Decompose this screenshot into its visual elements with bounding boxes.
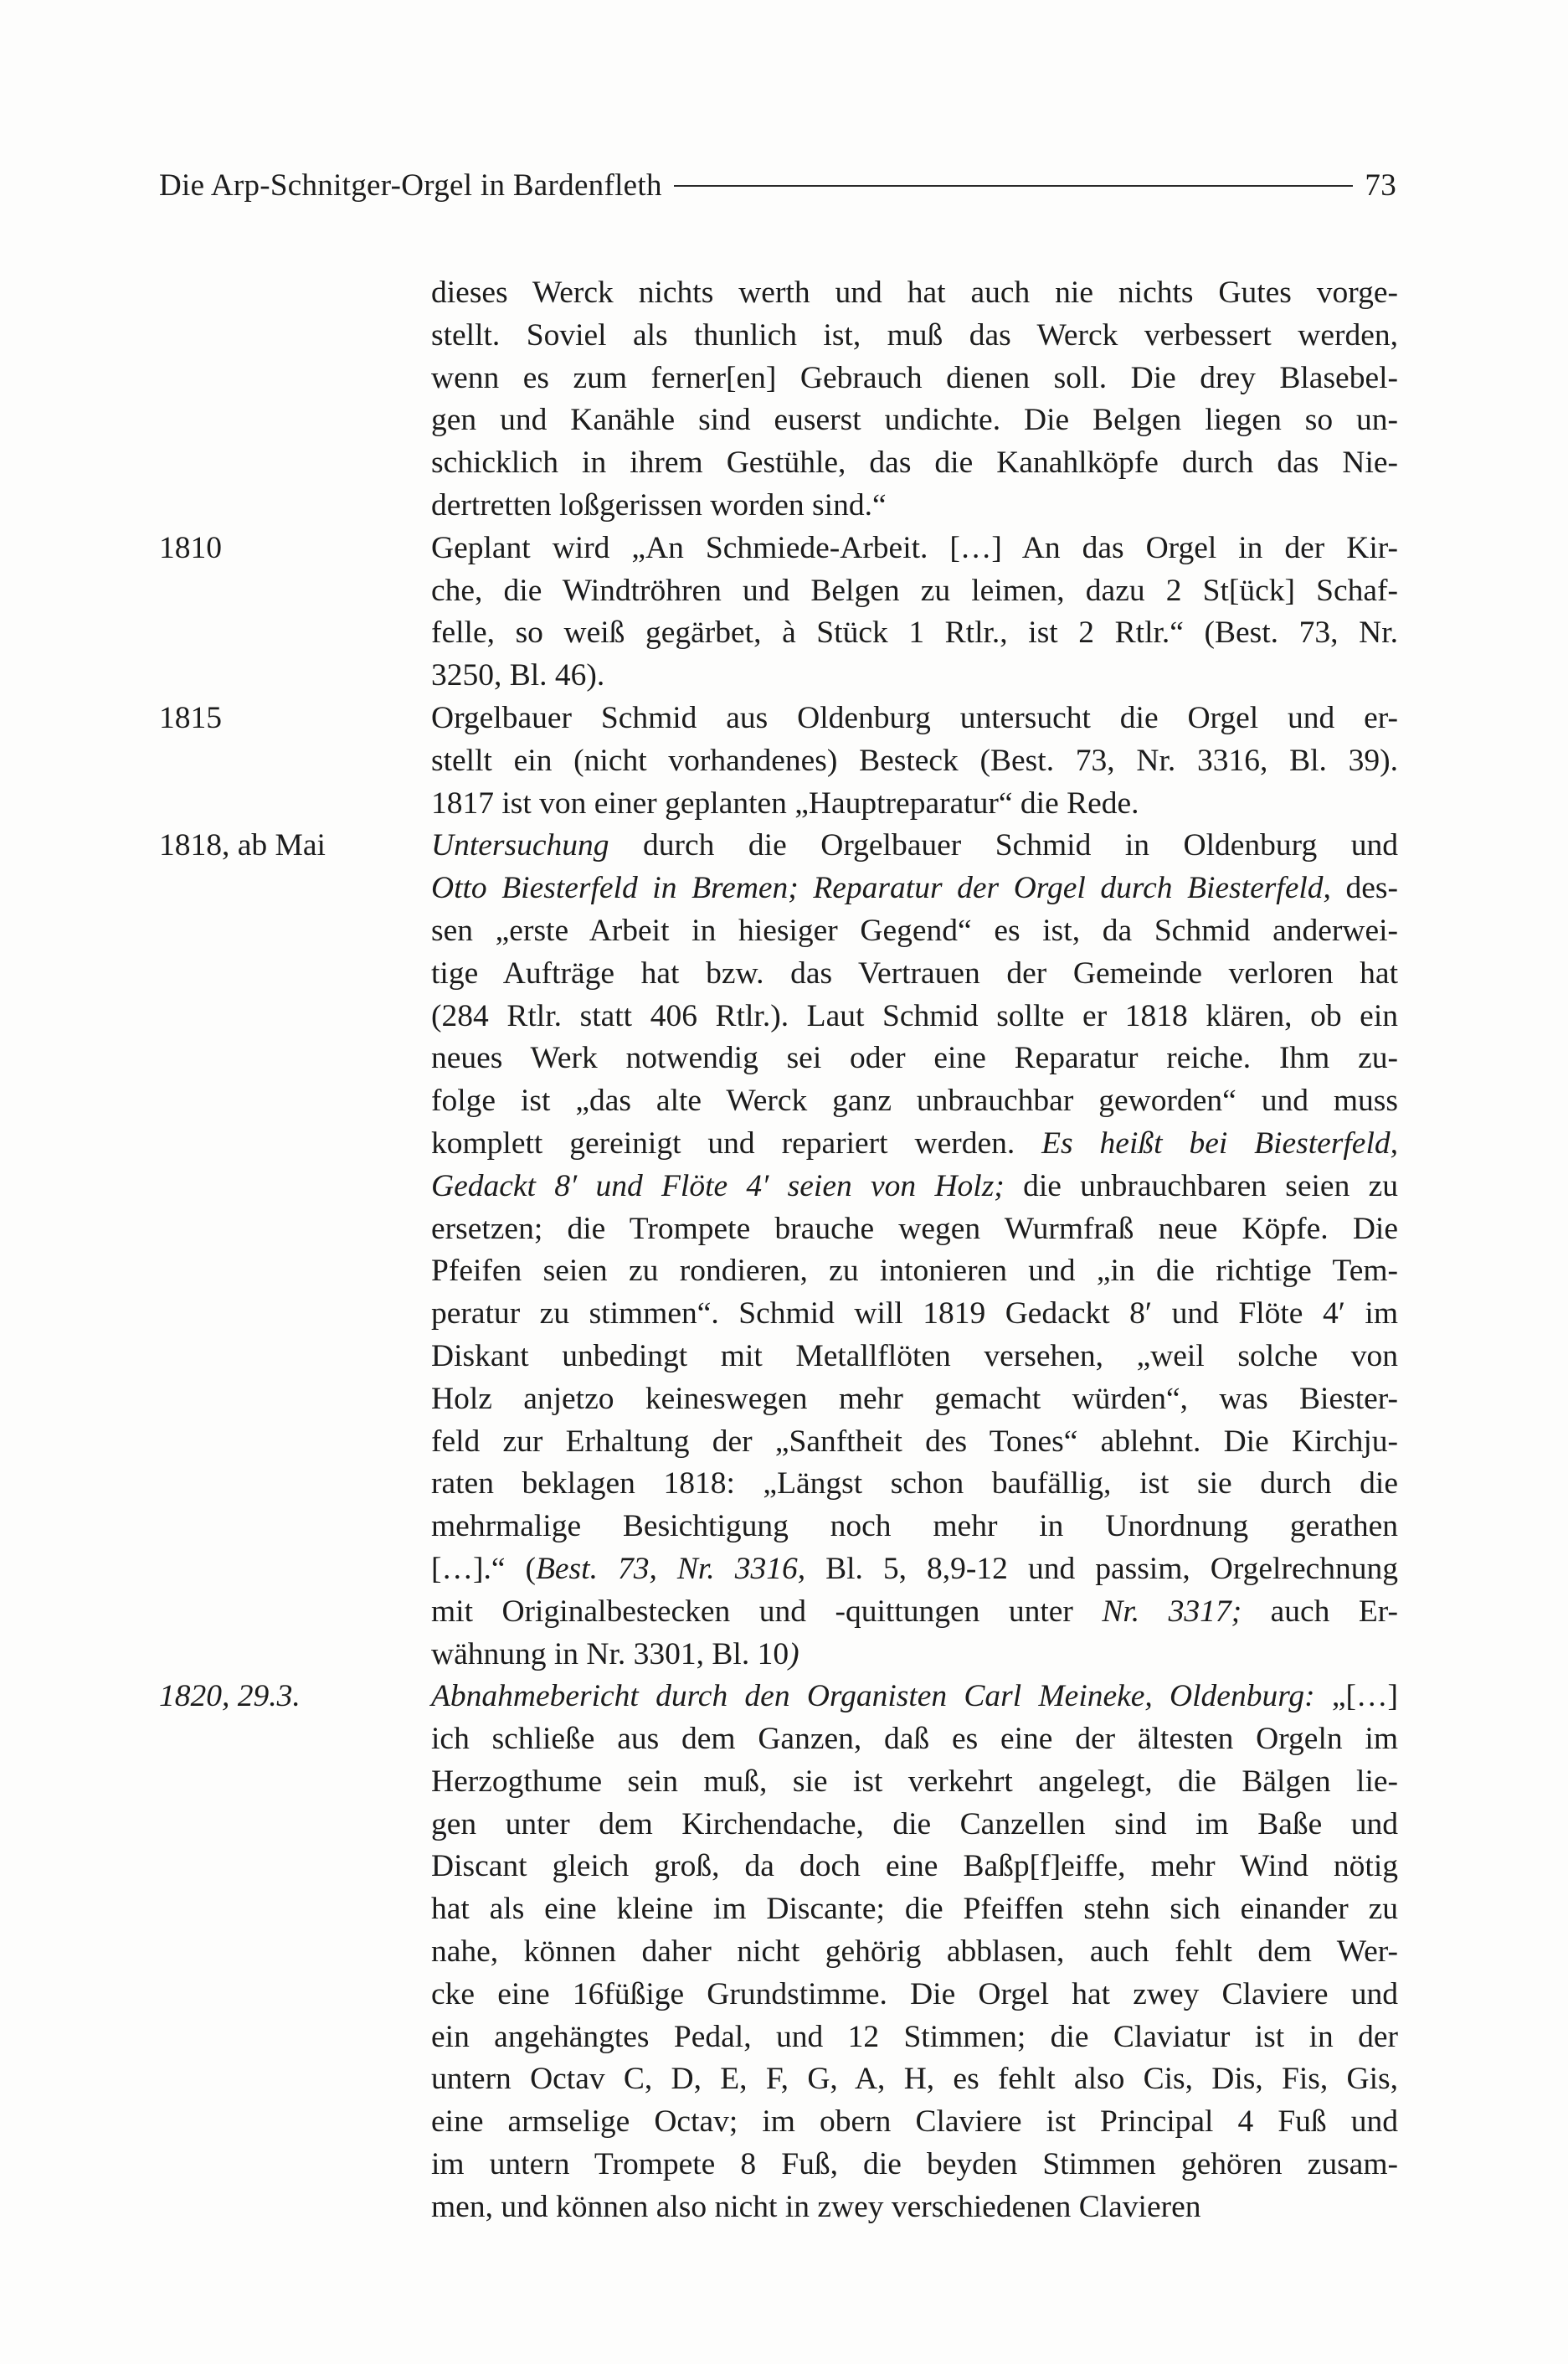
chronology-entry xyxy=(159,698,1398,825)
chronology-entry xyxy=(159,825,1398,1676)
text-line xyxy=(431,1038,1398,1080)
text-segment: wähnung in Nr. 3301, Bl. 10 xyxy=(431,1636,789,1671)
chronology-entry xyxy=(159,528,1398,698)
chronology-entry xyxy=(159,272,1398,528)
text-segment: untern Octav C, D, E, F, G, A, H, es fehlt also Cis, Dis, Fis, Gis, xyxy=(431,2062,1398,2097)
text-line xyxy=(431,1378,1398,1421)
text-line xyxy=(431,1208,1398,1251)
text-line xyxy=(431,1931,1398,1974)
italic-segment: Gedackt 8′ und Flöte 4′ seien von Holz; xyxy=(431,1168,1005,1203)
entry-date: 1815 xyxy=(159,700,222,735)
text-segment: durch die Orgelbauer Schmid in Oldenburg und xyxy=(609,828,1398,863)
text-line xyxy=(431,1888,1398,1931)
text-line xyxy=(431,1761,1398,1804)
text-segment: […].“ ( xyxy=(431,1551,536,1586)
text-segment: die unbrauchbaren seien zu xyxy=(1004,1168,1398,1203)
text-line xyxy=(431,485,1398,528)
text-line xyxy=(431,315,1398,358)
text-line xyxy=(431,528,1398,570)
text-line xyxy=(431,1080,1398,1123)
text-line xyxy=(431,358,1398,400)
text-line xyxy=(431,1506,1398,1548)
text-segment: ein angehängtes Pedal, und 12 Stimmen; die Claviatur ist in der xyxy=(431,2019,1398,2054)
text-segment: cke eine 16füßige Grundstimme. Die Orgel hat zwey Claviere und xyxy=(431,1976,1398,2011)
text-line xyxy=(431,1676,1398,1718)
text-line xyxy=(431,740,1398,783)
entry-date: 1810 xyxy=(159,530,222,565)
text-line xyxy=(431,2016,1398,2059)
text-line xyxy=(431,442,1398,485)
text-segment: raten beklagen 1818: „Längst schon baufällig, ist sie durch die xyxy=(431,1466,1398,1501)
text-line xyxy=(431,570,1398,613)
italic-segment: ) xyxy=(789,1636,799,1671)
text-line xyxy=(431,783,1398,826)
text-line xyxy=(431,1804,1398,1846)
text-segment: che, die Windtröhren und Belgen zu leimen, dazu 2 St[ück] Schaf- xyxy=(431,573,1398,608)
text-segment: Bl. 5, 8,9-12 und passim, Orgelrechnung xyxy=(805,1551,1398,1586)
text-segment: im untern Trompete 8 Fuß, die beyden Stimmen gehören zusam- xyxy=(431,2147,1398,2182)
text-segment: komplett gereinigt und repariert werden. xyxy=(431,1125,1042,1161)
italic-segment: Nr. 3317; xyxy=(1102,1594,1242,1629)
text-segment: men, und können also nicht in zwey verschiedenen Clavieren xyxy=(431,2189,1201,2224)
text-segment: Herzogthume sein muß, sie ist verkehrt angelegt, die Bälgen lie- xyxy=(431,1764,1398,1799)
text-line xyxy=(431,1974,1398,2016)
running-header xyxy=(159,167,1396,218)
text-line xyxy=(431,272,1398,315)
header-rule xyxy=(674,185,1354,187)
entry-date: 1818, ab Mai xyxy=(159,828,326,863)
italic-segment: Abnahmebericht durch den Organisten Carl Meineke, Oldenburg: xyxy=(431,1679,1315,1714)
text-line xyxy=(431,2101,1398,2144)
text-line xyxy=(431,1293,1398,1336)
chronology-list xyxy=(159,272,1398,2229)
text-segment: dertretten loßgerissen worden sind.“ xyxy=(431,487,887,523)
text-segment: neues Werk notwendig sei oder eine Reparatur reiche. Ihm zu- xyxy=(431,1041,1398,1076)
text-line xyxy=(431,399,1398,442)
text-segment: gen unter dem Kirchendache, die Canzellen sind im Baße und xyxy=(431,1806,1398,1841)
text-line xyxy=(431,1166,1398,1208)
text-line xyxy=(431,868,1398,910)
text-segment: Pfeifen seien zu rondieren, zu intonieren und „in die richtige Tem- xyxy=(431,1254,1398,1289)
text-segment: „[…] xyxy=(1314,1679,1399,1714)
text-segment: eine armselige Octav; im obern Claviere ist Principal 4 Fuß und xyxy=(431,2104,1398,2140)
italic-segment: Best. 73, Nr. 3316, xyxy=(536,1551,806,1586)
text-segment: (284 Rtlr. statt 406 Rtlr.). Laut Schmid sollte er 1818 klären, ob ein xyxy=(431,998,1398,1033)
text-line xyxy=(431,1548,1398,1591)
entry-text xyxy=(431,528,1398,698)
text-segment: Discant gleich groß, da doch eine Baßp[f]eiffe, mehr Wind nötig xyxy=(431,1849,1398,1884)
text-segment: des- xyxy=(1330,871,1398,906)
text-segment: stellt ein (nicht vorhandenes) Besteck (Best. 73, Nr. 3316, Bl. 39). xyxy=(431,743,1398,778)
text-segment: felle, so weiß gegärbet, à Stück 1 Rtlr., ist 2 Rtlr.“ (Best. 73, Nr. xyxy=(431,615,1398,651)
text-segment: hat als eine kleine im Discante; die Pfeiffen stehn sich einander zu xyxy=(431,1892,1398,1927)
text-line xyxy=(431,953,1398,996)
text-segment: mit Originalbestecken und -quittungen unter xyxy=(431,1594,1103,1629)
text-segment: 3250, Bl. 46). xyxy=(431,658,605,693)
text-line xyxy=(431,1634,1398,1676)
text-line xyxy=(431,996,1398,1038)
italic-segment: Untersuchung xyxy=(431,828,609,863)
text-segment: Orgelbauer Schmid aus Oldenburg untersucht die Orgel und er- xyxy=(431,700,1398,735)
text-line xyxy=(431,2144,1398,2186)
text-segment: Holz anjetzo keineswegen mehr gemacht würden“, was Biester- xyxy=(431,1381,1398,1416)
text-line xyxy=(431,2058,1398,2101)
text-line xyxy=(431,698,1398,740)
text-line xyxy=(431,1421,1398,1464)
text-line xyxy=(431,825,1398,868)
text-segment: wenn es zum ferner[en] Gebrauch dienen soll. Die drey Blasebel- xyxy=(431,360,1398,395)
text-segment: Geplant wird „An Schmiede-Arbeit. […] An das Orgel in der Kir- xyxy=(431,530,1398,565)
text-segment: mehrmalige Besichtigung noch mehr in Unordnung gerathen xyxy=(431,1509,1398,1544)
text-line xyxy=(431,1591,1398,1634)
text-segment: ich schließe aus dem Ganzen, daß es eine der ältesten Orgeln im xyxy=(431,1722,1398,1757)
text-segment: ersetzen; die Trompete brauche wegen Wurmfraß neue Köpfe. Die xyxy=(431,1211,1398,1246)
text-segment: folge ist „das alte Werck ganz unbrauchbar geworden“ und muss xyxy=(431,1084,1398,1119)
text-line xyxy=(431,910,1398,953)
text-segment: dieses Werck nichts werth und hat auch nie nichts Gutes vorge- xyxy=(431,276,1398,310)
page-number: 73 xyxy=(1365,168,1396,203)
entry-text xyxy=(431,698,1398,825)
running-header-title: Die Arp-Schnitger-Orgel in Bardenfleth xyxy=(159,168,662,203)
text-line xyxy=(431,1250,1398,1293)
text-segment: auch Er- xyxy=(1242,1594,1398,1629)
entry-text xyxy=(431,825,1398,1676)
text-line xyxy=(431,655,1398,698)
entry-text xyxy=(431,1676,1398,2228)
text-line xyxy=(431,1463,1398,1506)
text-segment: 1817 ist von einer geplanten „Hauptreparatur“ die Rede. xyxy=(431,785,1139,821)
text-line xyxy=(431,612,1398,655)
text-segment: stellt. Soviel als thunlich ist, muß das Werck verbessert werden, xyxy=(431,317,1398,353)
entry-date: 1820, 29.3. xyxy=(159,1679,301,1714)
text-segment: peratur zu stimmen“. Schmid will 1819 Gedackt 8′ und Flöte 4′ im xyxy=(431,1296,1398,1331)
text-segment: schicklich in ihrem Gestühle, das die Kanahlköpfe durch das Nie- xyxy=(431,446,1398,481)
text-line xyxy=(431,1718,1398,1761)
text-segment: feld zur Erhaltung der „Sanftheit des Tones“ ablehnt. Die Kirchju- xyxy=(431,1424,1398,1459)
text-segment: nahe, können daher nicht gehörig abblasen, auch fehlt dem Wer- xyxy=(431,1934,1398,1970)
text-segment: Diskant unbedingt mit Metallflöten versehen, „weil solche von xyxy=(431,1338,1398,1373)
text-segment: tige Aufträge hat bzw. das Vertrauen der Gemeinde verloren hat xyxy=(431,955,1398,991)
entry-text xyxy=(431,272,1398,528)
text-line xyxy=(431,1846,1398,1888)
italic-segment: Es heißt bei Biesterfeld, xyxy=(1041,1125,1398,1161)
chronology-entry xyxy=(159,1676,1398,2228)
text-line xyxy=(431,1123,1398,1166)
text-segment: gen und Kanähle sind euserst undichte. Die Belgen liegen so un- xyxy=(431,403,1398,438)
italic-segment: Otto Biesterfeld in Bremen; Reparatur der Orgel durch Biesterfeld, xyxy=(431,871,1331,906)
text-line xyxy=(431,2186,1398,2229)
text-segment: sen „erste Arbeit in hiesiger Gegend“ es ist, da Schmid anderwei- xyxy=(431,913,1398,948)
text-line xyxy=(431,1336,1398,1378)
